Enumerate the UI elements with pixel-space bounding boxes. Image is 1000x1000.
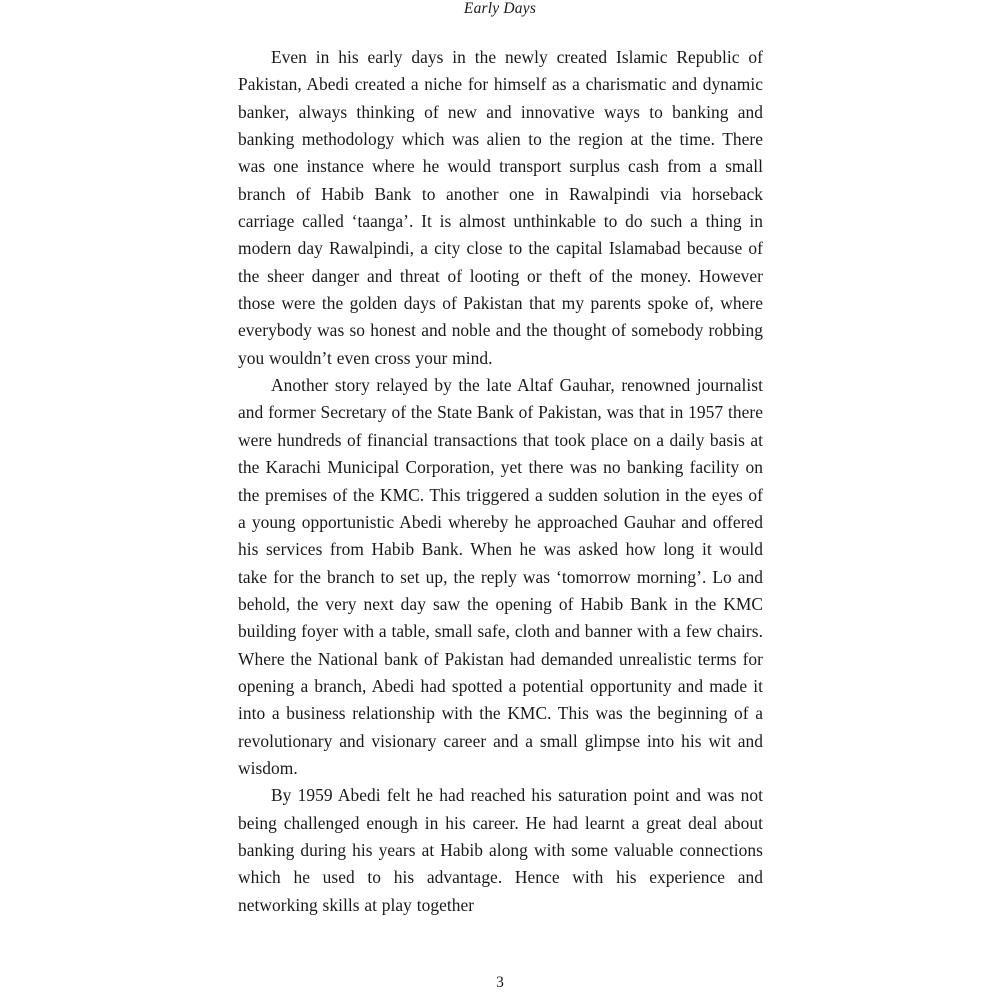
body-text	[238, 44, 763, 919]
paragraph: Another story relayed by the late Altaf Gauhar, renowned journalist and former Secretary of the State Bank of Pakistan, was that in 1957 there were hundreds of financial transactions that took place on a daily basis at the Karachi Municipal Corporation, yet there was no banking facility on the premises of the KMC. This triggered a sudden solution in the eyes of a young opportunistic Abedi whereby he approached Gauhar and offered his services from Habib Bank. When he was asked how long it would take for the branch to set up, the reply was ‘tomorrow morning’. Lo and behold, the very next day saw the opening of Habib Bank in the KMC building foyer with a table, small safe, cloth and banner with a few chairs. Where the National bank of Pakistan had demanded unrealistic terms for opening a branch, Abedi had spotted a potential opportunity and made it into a business relationship with the KMC. This was the beginning of a revolutionary and visionary career and a small glimpse into his wit and wisdom.	[238, 375, 763, 778]
running-head: Early Days	[463, 0, 537, 17]
paragraph: Even in his early days in the newly created Islamic Republic of Pakistan, Abedi created a niche for himself as a charismatic and dynamic banker, always thinking of new and innovative ways to banking and banking methodology which was alien to the region at the time. There was one instance where he would transport surplus cash from a small branch of Habib Bank to another one in Rawalpindi via horseback carriage called ‘taanga’. It is almost unthinkable to do such a thing in modern day Rawalpindi, a city close to the capital Islamabad because of the sheer danger and threat of looting or theft of the money. However those were the golden days of Pakistan that my parents spoke of, where everybody was so honest and noble and the thought of somebody robbing you wouldn’t even cross your mind.	[238, 47, 763, 368]
page-number: 3	[496, 974, 504, 991]
paragraph: By 1959 Abedi felt he had reached his saturation point and was not being challenged enough in his career. He had learnt a great deal about banking during his years at Habib along with some valuable connections which he used to his advantage. Hence with his experience and networking skills at play together	[238, 785, 763, 915]
